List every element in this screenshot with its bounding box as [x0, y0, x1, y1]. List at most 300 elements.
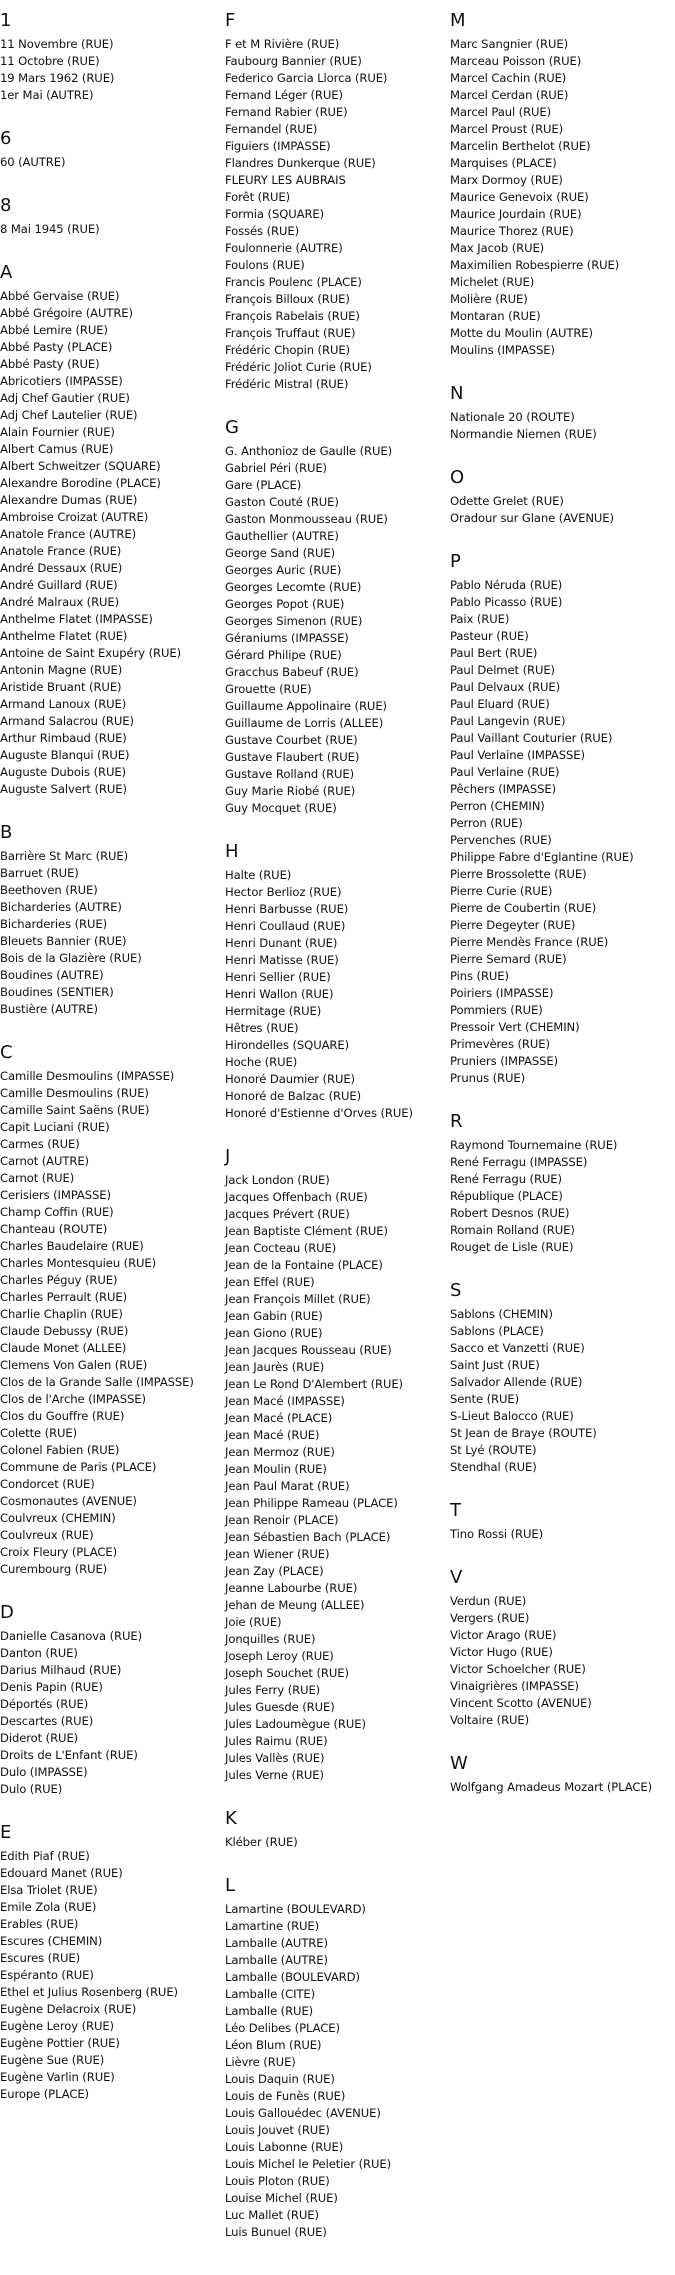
street-entry: Carnot (AUTRE): [0, 1154, 89, 1168]
section-letter-heading: D: [0, 1602, 14, 1623]
street-entry: Perron (RUE): [450, 816, 523, 830]
street-entry: Hirondelles (SQUARE): [225, 1038, 350, 1052]
street-entry: Jules Vallès (RUE): [225, 1751, 325, 1765]
street-entry: Lamartine (RUE): [225, 1919, 320, 1933]
street-entry: Flandres Dunkerque (RUE): [225, 156, 376, 170]
street-entry: St Lyé (ROUTE): [450, 1443, 537, 1457]
street-entry: Lamballe (AUTRE): [225, 1936, 328, 1950]
street-entry: Pruniers (IMPASSE): [450, 1054, 558, 1068]
street-entry: Gustave Flaubert (RUE): [225, 750, 360, 764]
street-entry: Dulo (RUE): [0, 1782, 63, 1796]
street-entry: Prunus (RUE): [450, 1071, 526, 1085]
street-entry: 11 Novembre (RUE): [0, 37, 114, 51]
street-entry: Anatole France (AUTRE): [0, 527, 137, 541]
street-entry: Anatole France (RUE): [0, 544, 122, 558]
street-entry: Léon Blum (RUE): [225, 2038, 322, 2052]
street-entry: Claude Debussy (RUE): [0, 1324, 129, 1338]
street-entry: Camille Saint Saëns (RUE): [0, 1103, 150, 1117]
index-column-1: [0, 10, 220, 2127]
street-entry: Jonquilles (RUE): [225, 1632, 316, 1646]
street-entry: Henri Coullaud (RUE): [225, 919, 346, 933]
street-entry: Jean Mermoz (RUE): [225, 1445, 335, 1459]
street-entry: Jean Macé (IMPASSE): [225, 1394, 345, 1408]
street-list: [0, 848, 220, 1018]
index-section: [225, 1875, 450, 2241]
street-entry: Cosmonautes (AVENUE): [0, 1494, 137, 1508]
street-entry: Victor Schoelcher (RUE): [450, 1662, 586, 1676]
street-entry: Luis Bunuel (RUE): [225, 2225, 327, 2239]
street-entry: Sablons (CHEMIN): [450, 1307, 553, 1321]
street-entry: Jean Renoir (PLACE): [225, 1513, 339, 1527]
street-entry: Georges Auric (RUE): [225, 563, 342, 577]
street-entry: Maurice Jourdain (RUE): [450, 207, 582, 221]
street-entry: Joseph Leroy (RUE): [225, 1649, 334, 1663]
street-entry: Armand Lanoux (RUE): [0, 697, 127, 711]
street-entry: Colette (RUE): [0, 1426, 78, 1440]
street-entry: Jean Paul Marat (RUE): [225, 1479, 350, 1493]
street-entry: St Jean de Braye (ROUTE): [450, 1426, 597, 1440]
street-entry: Jean Macé (PLACE): [225, 1411, 333, 1425]
street-entry: Montaran (RUE): [450, 309, 541, 323]
section-letter-heading: C: [0, 1042, 13, 1063]
street-entry: Maurice Thorez (RUE): [450, 224, 574, 238]
street-entry: Georges Simenon (RUE): [225, 614, 363, 628]
street-entry: Figuiers (IMPASSE): [225, 139, 331, 153]
street-entry: Fernandel (RUE): [225, 122, 318, 136]
street-entry: Droits de L'Enfant (RUE): [0, 1748, 138, 1762]
street-entry: Pierre Semard (RUE): [450, 952, 567, 966]
street-entry: Jean Zay (PLACE): [225, 1564, 324, 1578]
index-section: [225, 1146, 450, 1784]
street-entry: Lamballe (RUE): [225, 2004, 314, 2018]
street-entry: Maximilien Robespierre (RUE): [450, 258, 620, 272]
street-entry: Danielle Casanova (RUE): [0, 1629, 143, 1643]
street-entry: Armand Salacrou (RUE): [0, 714, 134, 728]
street-entry: Abricotiers (IMPASSE): [0, 374, 123, 388]
street-entry: Guillaume de Lorris (ALLEE): [225, 716, 384, 730]
street-entry: Hector Berlioz (RUE): [225, 885, 342, 899]
street-entry: Philippe Fabre d'Eglantine (RUE): [450, 850, 634, 864]
street-entry: Henri Barbusse (RUE): [225, 902, 349, 916]
section-letter-heading: R: [450, 1111, 463, 1132]
street-entry: Nationale 20 (ROUTE): [450, 410, 575, 424]
index-section: [0, 1602, 220, 1798]
street-entry: Fernand Rabier (RUE): [225, 105, 348, 119]
street-entry: René Ferragu (RUE): [450, 1172, 562, 1186]
index-column-3: [450, 10, 675, 1820]
street-entry: Edouard Manet (RUE): [0, 1866, 123, 1880]
street-entry: Guillaume Appolinaire (RUE): [225, 699, 387, 713]
street-entry: Romain Rolland (RUE): [450, 1223, 575, 1237]
street-entry: Jean de la Fontaine (PLACE): [225, 1258, 383, 1272]
street-entry: Pêchers (IMPASSE): [450, 782, 557, 796]
street-entry: Gaston Monmousseau (RUE): [225, 512, 388, 526]
section-letter-heading: H: [225, 841, 239, 862]
street-entry: Marx Dormoy (RUE): [450, 173, 563, 187]
street-entry: Escures (CHEMIN): [0, 1934, 103, 1948]
street-entry: Max Jacob (RUE): [450, 241, 545, 255]
street-list: [225, 1172, 450, 1784]
street-entry: Paul Vaillant Couturier (RUE): [450, 731, 613, 745]
index-section: [450, 551, 675, 1087]
street-entry: Elsa Triolet (RUE): [0, 1883, 98, 1897]
street-entry: Gustave Courbet (RUE): [225, 733, 358, 747]
street-entry: Jacques Prévert (RUE): [225, 1207, 350, 1221]
street-entry: S-Lieut Balocco (RUE): [450, 1409, 574, 1423]
street-entry: Wolfgang Amadeus Mozart (PLACE): [450, 1780, 653, 1794]
street-entry: Cerisiers (IMPASSE): [0, 1188, 111, 1202]
street-entry: Emile Zola (RUE): [0, 1900, 97, 1914]
street-entry: Lièvre (RUE): [225, 2055, 296, 2069]
street-entry: Luc Mallet (RUE): [225, 2208, 319, 2222]
street-entry: Jean Effel (RUE): [225, 1275, 315, 1289]
street-entry: Paul Bert (RUE): [450, 646, 538, 660]
street-list: [225, 1834, 450, 1851]
street-entry: Jack London (RUE): [225, 1173, 330, 1187]
section-letter-heading: E: [0, 1822, 12, 1843]
street-entry: Barrière St Marc (RUE): [0, 849, 129, 863]
section-letter-heading: T: [450, 1500, 461, 1521]
street-entry: Paul Verlaine (IMPASSE): [450, 748, 585, 762]
street-entry: Formia (SQUARE): [225, 207, 325, 221]
street-entry: Paul Eluard (RUE): [450, 697, 550, 711]
street-entry: Auguste Dubois (RUE): [0, 765, 126, 779]
street-entry: Gabriel Péri (RUE): [225, 461, 327, 475]
street-entry: Moulins (IMPASSE): [450, 343, 555, 357]
street-entry: Vergers (RUE): [450, 1611, 530, 1625]
street-list: [450, 577, 675, 1087]
street-entry: 60 (AUTRE): [0, 155, 66, 169]
street-entry: Louis Ploton (RUE): [225, 2174, 330, 2188]
street-entry: Marcel Paul (RUE): [450, 105, 552, 119]
street-entry: Honoré Daumier (RUE): [225, 1072, 355, 1086]
street-list: [225, 1901, 450, 2241]
street-entry: Danton (RUE): [0, 1646, 78, 1660]
section-letter-heading: J: [225, 1146, 231, 1167]
street-entry: Jean Giono (RUE): [225, 1326, 323, 1340]
street-entry: Sacco et Vanzetti (RUE): [450, 1341, 585, 1355]
street-entry: Lamballe (CITE): [225, 1987, 316, 2001]
street-entry: Commune de Paris (PLACE): [0, 1460, 157, 1474]
street-entry: Abbé Pasty (RUE): [0, 357, 100, 371]
street-entry: Marcel Proust (RUE): [450, 122, 564, 136]
street-entry: Antonin Magne (RUE): [0, 663, 123, 677]
street-entry: André Dessaux (RUE): [0, 561, 123, 575]
street-entry: Géraniums (IMPASSE): [225, 631, 349, 645]
street-entry: Marc Sangnier (RUE): [450, 37, 569, 51]
street-entry: Henri Dunant (RUE): [225, 936, 338, 950]
street-entry: Honoré d'Estienne d'Orves (RUE): [225, 1106, 413, 1120]
street-entry: George Sand (RUE): [225, 546, 336, 560]
index-section: [225, 1808, 450, 1851]
street-entry: Rouget de Lisle (RUE): [450, 1240, 574, 1254]
section-letter-heading: S: [450, 1280, 462, 1301]
section-letter-heading: F: [225, 10, 236, 31]
street-entry: Albert Schweitzer (SQUARE): [0, 459, 161, 473]
street-list: [225, 867, 450, 1122]
street-entry: Aristide Bruant (RUE): [0, 680, 122, 694]
street-entry: Jehan de Meung (ALLEE): [225, 1598, 365, 1612]
street-entry: Hêtres (RUE): [225, 1021, 299, 1035]
street-list: [225, 443, 450, 817]
street-entry: Paul Delvaux (RUE): [450, 680, 561, 694]
street-entry: Grouette (RUE): [225, 682, 312, 696]
street-entry: 1er Mai (AUTRE): [0, 88, 94, 102]
street-entry: Diderot (RUE): [0, 1731, 79, 1745]
street-entry: Paul Langevin (RUE): [450, 714, 566, 728]
street-entry: Charlie Chaplin (RUE): [0, 1307, 123, 1321]
street-entry: Perron (CHEMIN): [450, 799, 545, 813]
section-letter-heading: N: [450, 383, 464, 404]
street-entry: Pierre Degeyter (RUE): [450, 918, 576, 932]
street-entry: Michelet (RUE): [450, 275, 535, 289]
street-entry: Clos de l'Arche (IMPASSE): [0, 1392, 146, 1406]
street-entry: Eugène Pottier (RUE): [0, 2036, 120, 2050]
street-entry: Lamballe (BOULEVARD): [225, 1970, 360, 1984]
street-entry: Pierre Mendès France (RUE): [450, 935, 609, 949]
street-entry: Lamballe (AUTRE): [225, 1953, 328, 1967]
street-entry: Stendhal (RUE): [450, 1460, 537, 1474]
street-entry: République (PLACE): [450, 1189, 563, 1203]
street-entry: Victor Arago (RUE): [450, 1628, 557, 1642]
street-entry: Gauthellier (AUTRE): [225, 529, 339, 543]
street-list: [0, 221, 220, 238]
street-entry: Marcelin Berthelot (RUE): [450, 139, 591, 153]
street-entry: Federico Garcia Llorca (RUE): [225, 71, 388, 85]
street-entry: Louis Jouvet (RUE): [225, 2123, 330, 2137]
street-entry: 8 Mai 1945 (RUE): [0, 222, 100, 236]
street-entry: Faubourg Bannier (RUE): [225, 54, 362, 68]
street-entry: Louis Michel le Peletier (RUE): [225, 2157, 391, 2171]
street-entry: Jules Verne (RUE): [225, 1768, 324, 1782]
street-entry: Boudines (SENTIER): [0, 985, 114, 999]
street-list: [0, 1628, 220, 1798]
index-section: [450, 1111, 675, 1256]
street-entry: Jean Cocteau (RUE): [225, 1241, 337, 1255]
street-entry: Carnot (RUE): [0, 1171, 75, 1185]
index-section: [450, 1500, 675, 1543]
street-entry: Lamartine (BOULEVARD): [225, 1902, 366, 1916]
street-entry: Molière (RUE): [450, 292, 528, 306]
street-entry: Frédéric Mistral (RUE): [225, 377, 349, 391]
street-entry: Fossés (RUE): [225, 224, 300, 238]
street-entry: Colonel Fabien (RUE): [0, 1443, 120, 1457]
street-entry: Henri Matisse (RUE): [225, 953, 339, 967]
street-entry: Guy Mocquet (RUE): [225, 801, 337, 815]
street-entry: Coulvreux (RUE): [0, 1528, 94, 1542]
street-entry: Champ Coffin (RUE): [0, 1205, 114, 1219]
street-list: [0, 288, 220, 798]
street-entry: F et M Rivière (RUE): [225, 37, 340, 51]
street-entry: Marquises (PLACE): [450, 156, 557, 170]
street-entry: Albert Camus (RUE): [0, 442, 114, 456]
street-list: [0, 1848, 220, 2103]
street-list: [225, 36, 450, 393]
street-entry: Raymond Tournemaine (RUE): [450, 1138, 618, 1152]
street-entry: Bustière (AUTRE): [0, 1002, 98, 1016]
street-entry: Victor Hugo (RUE): [450, 1645, 553, 1659]
street-entry: Pablo Picasso (RUE): [450, 595, 563, 609]
section-letter-heading: P: [450, 551, 461, 572]
street-entry: Charles Montesquieu (RUE): [0, 1256, 157, 1270]
section-letter-heading: 8: [0, 195, 12, 216]
index-section: [450, 10, 675, 359]
street-entry: Escures (RUE): [0, 1951, 81, 1965]
index-section: [225, 841, 450, 1122]
street-entry: Louis Labonne (RUE): [225, 2140, 344, 2154]
street-entry: Robert Desnos (RUE): [450, 1206, 570, 1220]
street-entry: Espéranto (RUE): [0, 1968, 94, 1982]
street-entry: Anthelme Flatet (IMPASSE): [0, 612, 153, 626]
street-entry: Alexandre Borodine (PLACE): [0, 476, 161, 490]
street-entry: Louis de Funès (RUE): [225, 2089, 346, 2103]
street-entry: Hermitage (RUE): [225, 1004, 322, 1018]
street-entry: Camille Desmoulins (IMPASSE): [0, 1069, 175, 1083]
street-list: [0, 36, 220, 104]
street-entry: Alexandre Dumas (RUE): [0, 493, 138, 507]
section-letter-heading: 1: [0, 10, 12, 31]
street-entry: Jean Jacques Rousseau (RUE): [225, 1343, 392, 1357]
street-entry: Pasteur (RUE): [450, 629, 529, 643]
street-entry: Vinaigrières (IMPASSE): [450, 1679, 579, 1693]
street-entry: Camille Desmoulins (RUE): [0, 1086, 149, 1100]
street-entry: Eugène Sue (RUE): [0, 2053, 105, 2067]
street-entry: Pressoir Vert (CHEMIN): [450, 1020, 580, 1034]
street-entry: Abbé Grégoire (AUTRE): [0, 306, 133, 320]
street-list: [450, 1526, 675, 1543]
street-entry: André Malraux (RUE): [0, 595, 120, 609]
street-entry: Poiriers (IMPASSE): [450, 986, 554, 1000]
street-entry: Jules Ladoumègue (RUE): [225, 1717, 366, 1731]
street-entry: Charles Baudelaire (RUE): [0, 1239, 144, 1253]
street-entry: Croix Fleury (PLACE): [0, 1545, 118, 1559]
street-list: [0, 1068, 220, 1578]
street-entry: Frédéric Chopin (RUE): [225, 343, 350, 357]
section-letter-heading: G: [225, 417, 239, 438]
street-entry: Oradour sur Glane (AVENUE): [450, 511, 614, 525]
street-entry: Gare (PLACE): [225, 478, 302, 492]
street-entry: Henri Sellier (RUE): [225, 970, 331, 984]
street-entry: Dulo (IMPASSE): [0, 1765, 88, 1779]
street-entry: Vincent Scotto (AVENUE): [450, 1696, 592, 1710]
index-section: [225, 417, 450, 817]
street-entry: Voltaire (RUE): [450, 1713, 530, 1727]
street-entry: Adj Chef Lautelier (RUE): [0, 408, 138, 422]
street-entry: Bois de la Glazière (RUE): [0, 951, 142, 965]
street-entry: Georges Popot (RUE): [225, 597, 345, 611]
street-entry: G. Anthonioz de Gaulle (RUE): [225, 444, 393, 458]
index-section: [225, 10, 450, 393]
street-entry: Pierre Brossolette (RUE): [450, 867, 587, 881]
section-letter-heading: A: [0, 262, 13, 283]
street-entry: Bicharderies (RUE): [0, 917, 108, 931]
street-entry: Clemens Von Galen (RUE): [0, 1358, 148, 1372]
street-entry: Pierre Curie (RUE): [450, 884, 553, 898]
street-entry: Léo Delibes (PLACE): [225, 2021, 340, 2035]
street-entry: Boudines (AUTRE): [0, 968, 104, 982]
index-section: [450, 1280, 675, 1476]
section-letter-heading: M: [450, 10, 466, 31]
street-entry: Claude Monet (ALLEE): [0, 1341, 127, 1355]
index-section: [0, 128, 220, 171]
street-entry: Jean Philippe Rameau (PLACE): [225, 1496, 398, 1510]
street-entry: 19 Mars 1962 (RUE): [0, 71, 115, 85]
street-entry: Georges Lecomte (RUE): [225, 580, 362, 594]
street-entry: Eugène Delacroix (RUE): [0, 2002, 137, 2016]
street-entry: Abbé Gervaise (RUE): [0, 289, 120, 303]
street-entry: Pierre de Coubertin (RUE): [450, 901, 597, 915]
street-entry: Coulvreux (CHEMIN): [0, 1511, 116, 1525]
street-entry: Jacques Offenbach (RUE): [225, 1190, 368, 1204]
street-entry: Jean Baptiste Clément (RUE): [225, 1224, 388, 1238]
street-entry: Jean Sébastien Bach (PLACE): [225, 1530, 391, 1544]
street-entry: Jean François Millet (RUE): [225, 1292, 371, 1306]
street-entry: Marcel Cachin (RUE): [450, 71, 567, 85]
street-entry: Honoré de Balzac (RUE): [225, 1089, 362, 1103]
street-list: [450, 1306, 675, 1476]
street-entry: Auguste Salvert (RUE): [0, 782, 127, 796]
street-list: [450, 1593, 675, 1729]
street-entry: Jules Ferry (RUE): [225, 1683, 321, 1697]
index-section: [0, 1042, 220, 1578]
street-entry: Fernand Léger (RUE): [225, 88, 343, 102]
street-entry: Alain Fournier (RUE): [0, 425, 115, 439]
street-entry: Paix (RUE): [450, 612, 510, 626]
street-entry: Clos du Gouffre (RUE): [0, 1409, 125, 1423]
street-entry: Paul Delmet (RUE): [450, 663, 555, 677]
street-entry: Forêt (RUE): [225, 190, 291, 204]
section-letter-heading: O: [450, 467, 465, 488]
street-entry: Bicharderies (AUTRE): [0, 900, 122, 914]
street-entry: Verdun (RUE): [450, 1594, 527, 1608]
index-section: [0, 822, 220, 1018]
street-entry: Motte du Moulin (AUTRE): [450, 326, 593, 340]
street-entry: Gracchus Babeuf (RUE): [225, 665, 359, 679]
index-section: [450, 1753, 675, 1796]
street-entry: Halte (RUE): [225, 868, 292, 882]
street-entry: Gérard Philipe (RUE): [225, 648, 342, 662]
street-entry: Jean Moulin (RUE): [225, 1462, 327, 1476]
street-entry: Jules Raimu (RUE): [225, 1734, 328, 1748]
street-entry: Jean Macé (RUE): [225, 1428, 320, 1442]
street-entry: Capit Luciani (RUE): [0, 1120, 110, 1134]
street-entry: Charles Péguy (RUE): [0, 1273, 118, 1287]
street-entry: Condorcet (RUE): [0, 1477, 95, 1491]
street-entry: Chanteau (ROUTE): [0, 1222, 108, 1236]
section-letter-heading: W: [450, 1753, 468, 1774]
street-entry: Bleuets Bannier (RUE): [0, 934, 127, 948]
street-entry: Europe (PLACE): [0, 2087, 89, 2101]
section-letter-heading: L: [225, 1875, 236, 1896]
street-list: [450, 1137, 675, 1256]
street-entry: Joseph Souchet (RUE): [225, 1666, 349, 1680]
street-entry: Pommiers (RUE): [450, 1003, 543, 1017]
street-entry: Abbé Lemire (RUE): [0, 323, 108, 337]
street-entry: FLEURY LES AUBRAIS: [225, 173, 346, 187]
street-entry: Gustave Rolland (RUE): [225, 767, 355, 781]
street-entry: Curembourg (RUE): [0, 1562, 108, 1576]
street-entry: Foulonnerie (AUTRE): [225, 241, 343, 255]
street-entry: François Truffaut (RUE): [225, 326, 356, 340]
street-entry: Normandie Niemen (RUE): [450, 427, 597, 441]
section-letter-heading: 6: [0, 128, 12, 149]
street-entry: François Billoux (RUE): [225, 292, 350, 306]
index-section: [450, 467, 675, 527]
street-entry: Arthur Rimbaud (RUE): [0, 731, 127, 745]
index-column-2: [225, 10, 450, 2265]
street-entry: Maurice Genevoix (RUE): [450, 190, 589, 204]
street-entry: Eugène Leroy (RUE): [0, 2019, 114, 2033]
